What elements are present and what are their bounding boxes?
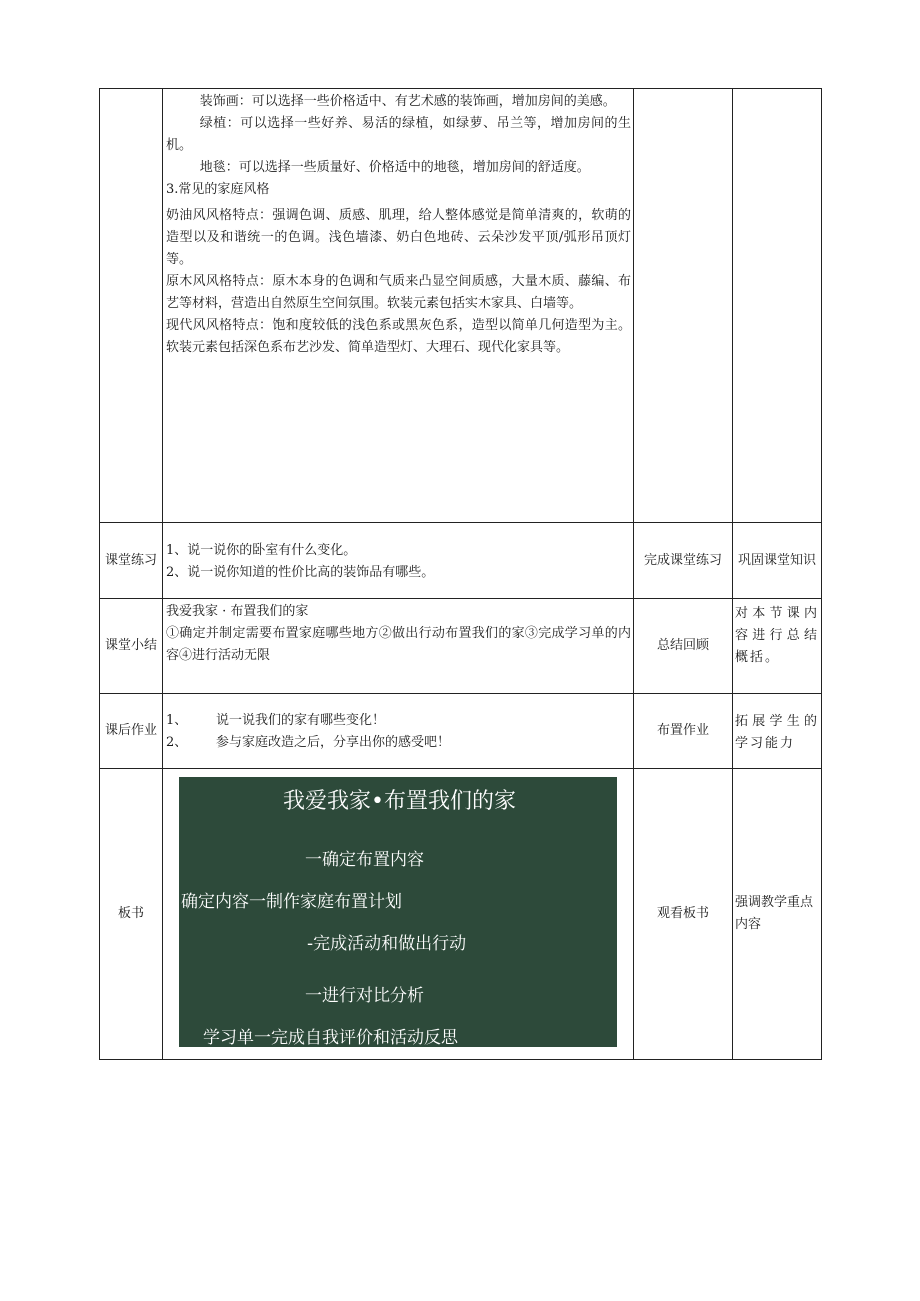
summary-activity: 总结回顾: [634, 599, 733, 694]
board-row: [100, 769, 822, 1060]
green-plant-text: 绿植：可以选择一些好养、易活的绿植，如绿萝、吊兰等，增加房间的生机。: [166, 116, 631, 153]
homework-num-1: 1、: [166, 713, 188, 728]
practice-row: [100, 523, 822, 599]
summary-intent: 对本节课内容进行总结概括。: [733, 599, 822, 694]
homework-num-2: 2、: [166, 735, 188, 750]
summary-cell: [163, 599, 634, 694]
board-cell: [163, 769, 634, 1060]
summary-label: 课堂小结: [100, 599, 163, 694]
board-intent-cell: [733, 769, 822, 1060]
homework-text-2: 参与家庭改造之后，分享出你的感受吧！: [216, 735, 451, 750]
board-line-1: 一确定布置内容: [305, 850, 424, 870]
board-line-5: 学习单一完成自我评价和活动反思: [203, 1028, 458, 1047]
practice-item-1: 1、说一说你的卧室有什么变化。: [166, 542, 357, 558]
homework-cell: [163, 694, 634, 769]
wood-style-text: 原木风风格特点：原木本身的色调和气质来凸显空间质感，大量木质、藤编、布艺等材料，营造出自然原生空间氛围。软装元素包括实木家具、白墙等。: [166, 274, 631, 311]
homework-item-2: [166, 732, 631, 754]
content-activity-cell: [634, 89, 733, 523]
practice-cell: [163, 523, 634, 599]
decor-painting-text: 装饰画：可以选择一些价格适中、有艺术感的装饰画，增加房间的美感。: [199, 94, 616, 109]
board-intent: 强调教学重点内容: [735, 895, 814, 932]
summary-row: [100, 599, 822, 694]
board-line-3: -完成活动和做出行动: [307, 934, 467, 954]
board-line-4: 一进行对比分析: [305, 986, 424, 1006]
carpet-text: 地毯：可以选择一些质量好、价格适中的地毯，增加房间的舒适度。: [199, 160, 590, 175]
board-title: 我爱我家•布置我们的家: [283, 789, 516, 814]
content-label-cell: [100, 89, 163, 523]
modern-style-text: 现代风风格特点：饱和度较低的浅色系或黑灰色系，造型以简单几何造型为主。软装元素包括深色系布艺沙发、简单造型灯、大理石、现代化家具等。: [166, 318, 631, 355]
lesson-plan-table: [99, 88, 822, 1060]
board-label: 板书: [100, 769, 163, 1060]
board-activity: 观看板书: [634, 769, 733, 1060]
content-cell: [163, 89, 634, 523]
board-line-2: 确定内容一制作家庭布置计划: [181, 892, 402, 912]
cream-style-text: 奶油风风格特点：强调色调、质感、肌理，给人整体感觉是简单清爽的，软萌的造型以及和谐统一的色调。浅色墙漆、奶白色地砖、云朵沙发平顶/弧形吊顶灯等。: [166, 208, 631, 267]
homework-item-1: [166, 710, 631, 732]
practice-activity: 完成课堂练习: [634, 523, 733, 599]
homework-row: [100, 694, 822, 769]
homework-intent: 拓展学生的学习能力: [733, 694, 822, 769]
content-intent-cell: [733, 89, 822, 523]
homework-label: 课后作业: [100, 694, 163, 769]
practice-item-2: 2、说一说你知道的性价比高的装饰品有哪些。: [166, 564, 435, 580]
homework-text-1: 说一说我们的家有哪些变化！: [216, 713, 386, 728]
styles-heading: 3.常见的家庭风格: [166, 182, 270, 197]
summary-title: 我爱我家 · 布置我们的家: [166, 604, 309, 619]
blackboard-image: [179, 777, 617, 1047]
content-row: [100, 89, 822, 523]
practice-label: 课堂练习: [100, 523, 163, 599]
summary-text: ①确定并制定需要布置家庭哪些地方②做出行动布置我们的家③完成学习单的内容④进行活动无限: [166, 626, 631, 663]
homework-activity: 布置作业: [634, 694, 733, 769]
practice-intent: 巩固课堂知识: [733, 523, 822, 599]
